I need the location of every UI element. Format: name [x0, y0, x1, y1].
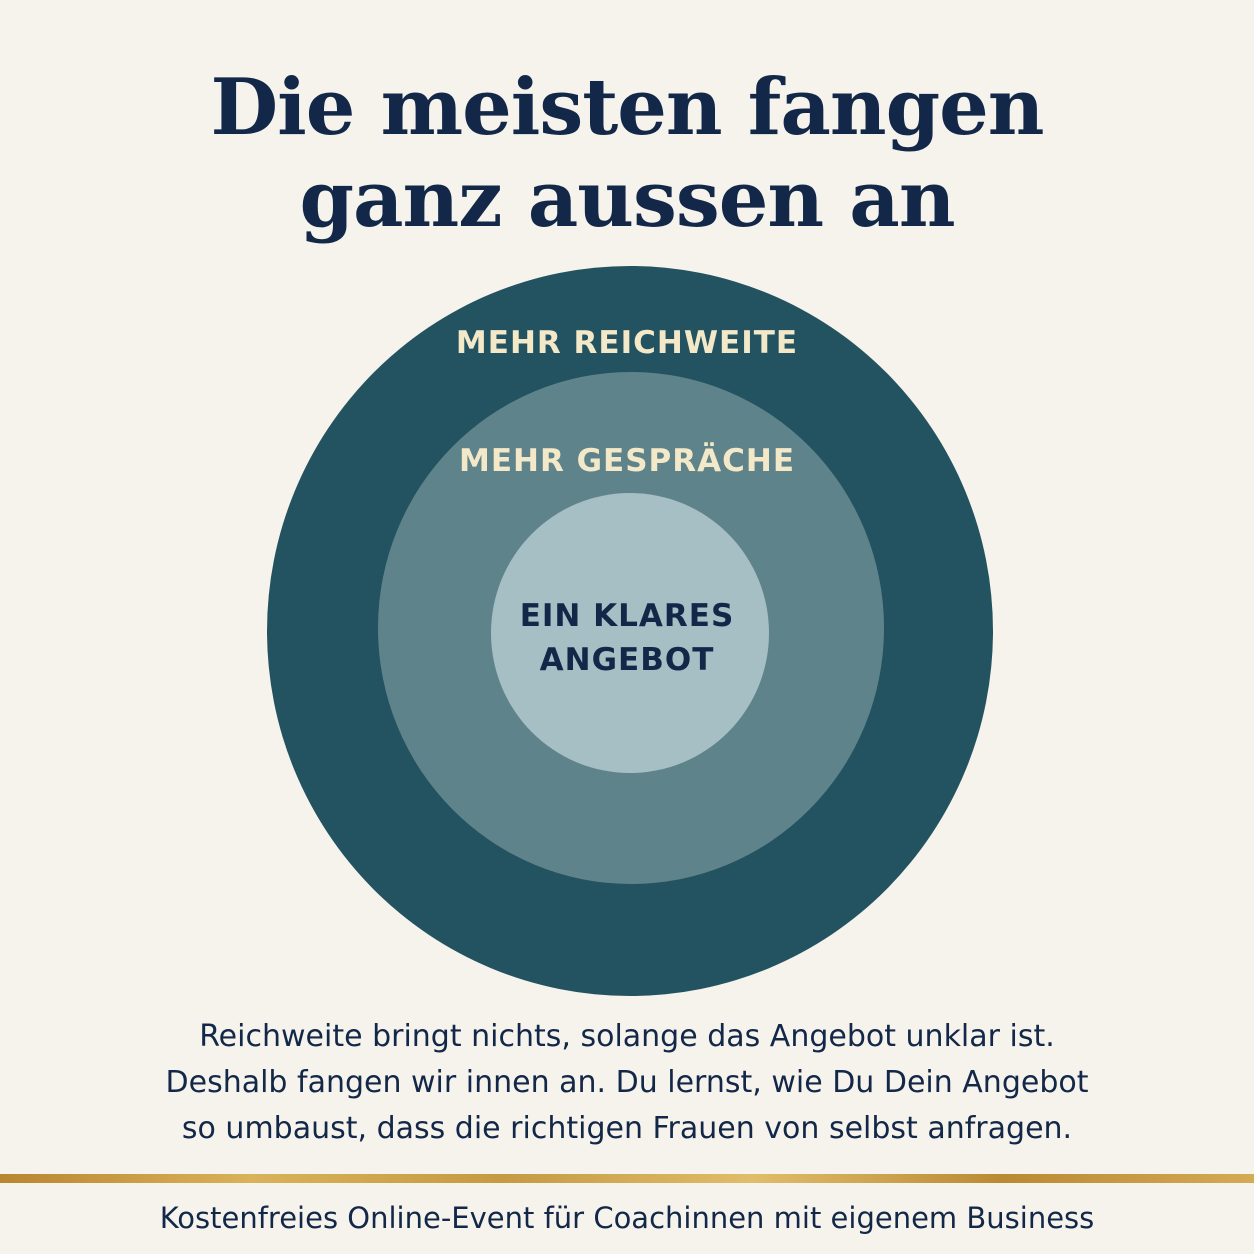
headline-line-2: ganz aussen an	[299, 154, 955, 245]
gold-divider	[0, 1174, 1254, 1183]
body-line-3: so umbaust, dass die richtigen Frauen von selbst anfragen.	[181, 1111, 1073, 1146]
inner-label-line-2: ANGEBOT	[539, 642, 715, 678]
body-line-1: Reichweite bringt nichts, solange das Angebot unklar ist.	[199, 1019, 1055, 1054]
headline-line-1: Die meisten fangen	[210, 62, 1044, 153]
middle-ring-label: MEHR GESPRÄCHE	[458, 443, 796, 479]
outer-ring-label: MEHR REICHWEITE	[455, 325, 799, 361]
inner-label-line-1: EIN KLARES	[519, 598, 735, 634]
body-text	[0, 1014, 1254, 1152]
headline	[0, 62, 1254, 246]
footer-text: Kostenfreies Online-Event für Coachinnen mit eigenem Business	[159, 1201, 1095, 1235]
inner-circle-label	[0, 594, 1254, 682]
body-line-2: Deshalb fangen wir innen an. Du lernst, wie Du Dein Angebot	[165, 1065, 1089, 1100]
